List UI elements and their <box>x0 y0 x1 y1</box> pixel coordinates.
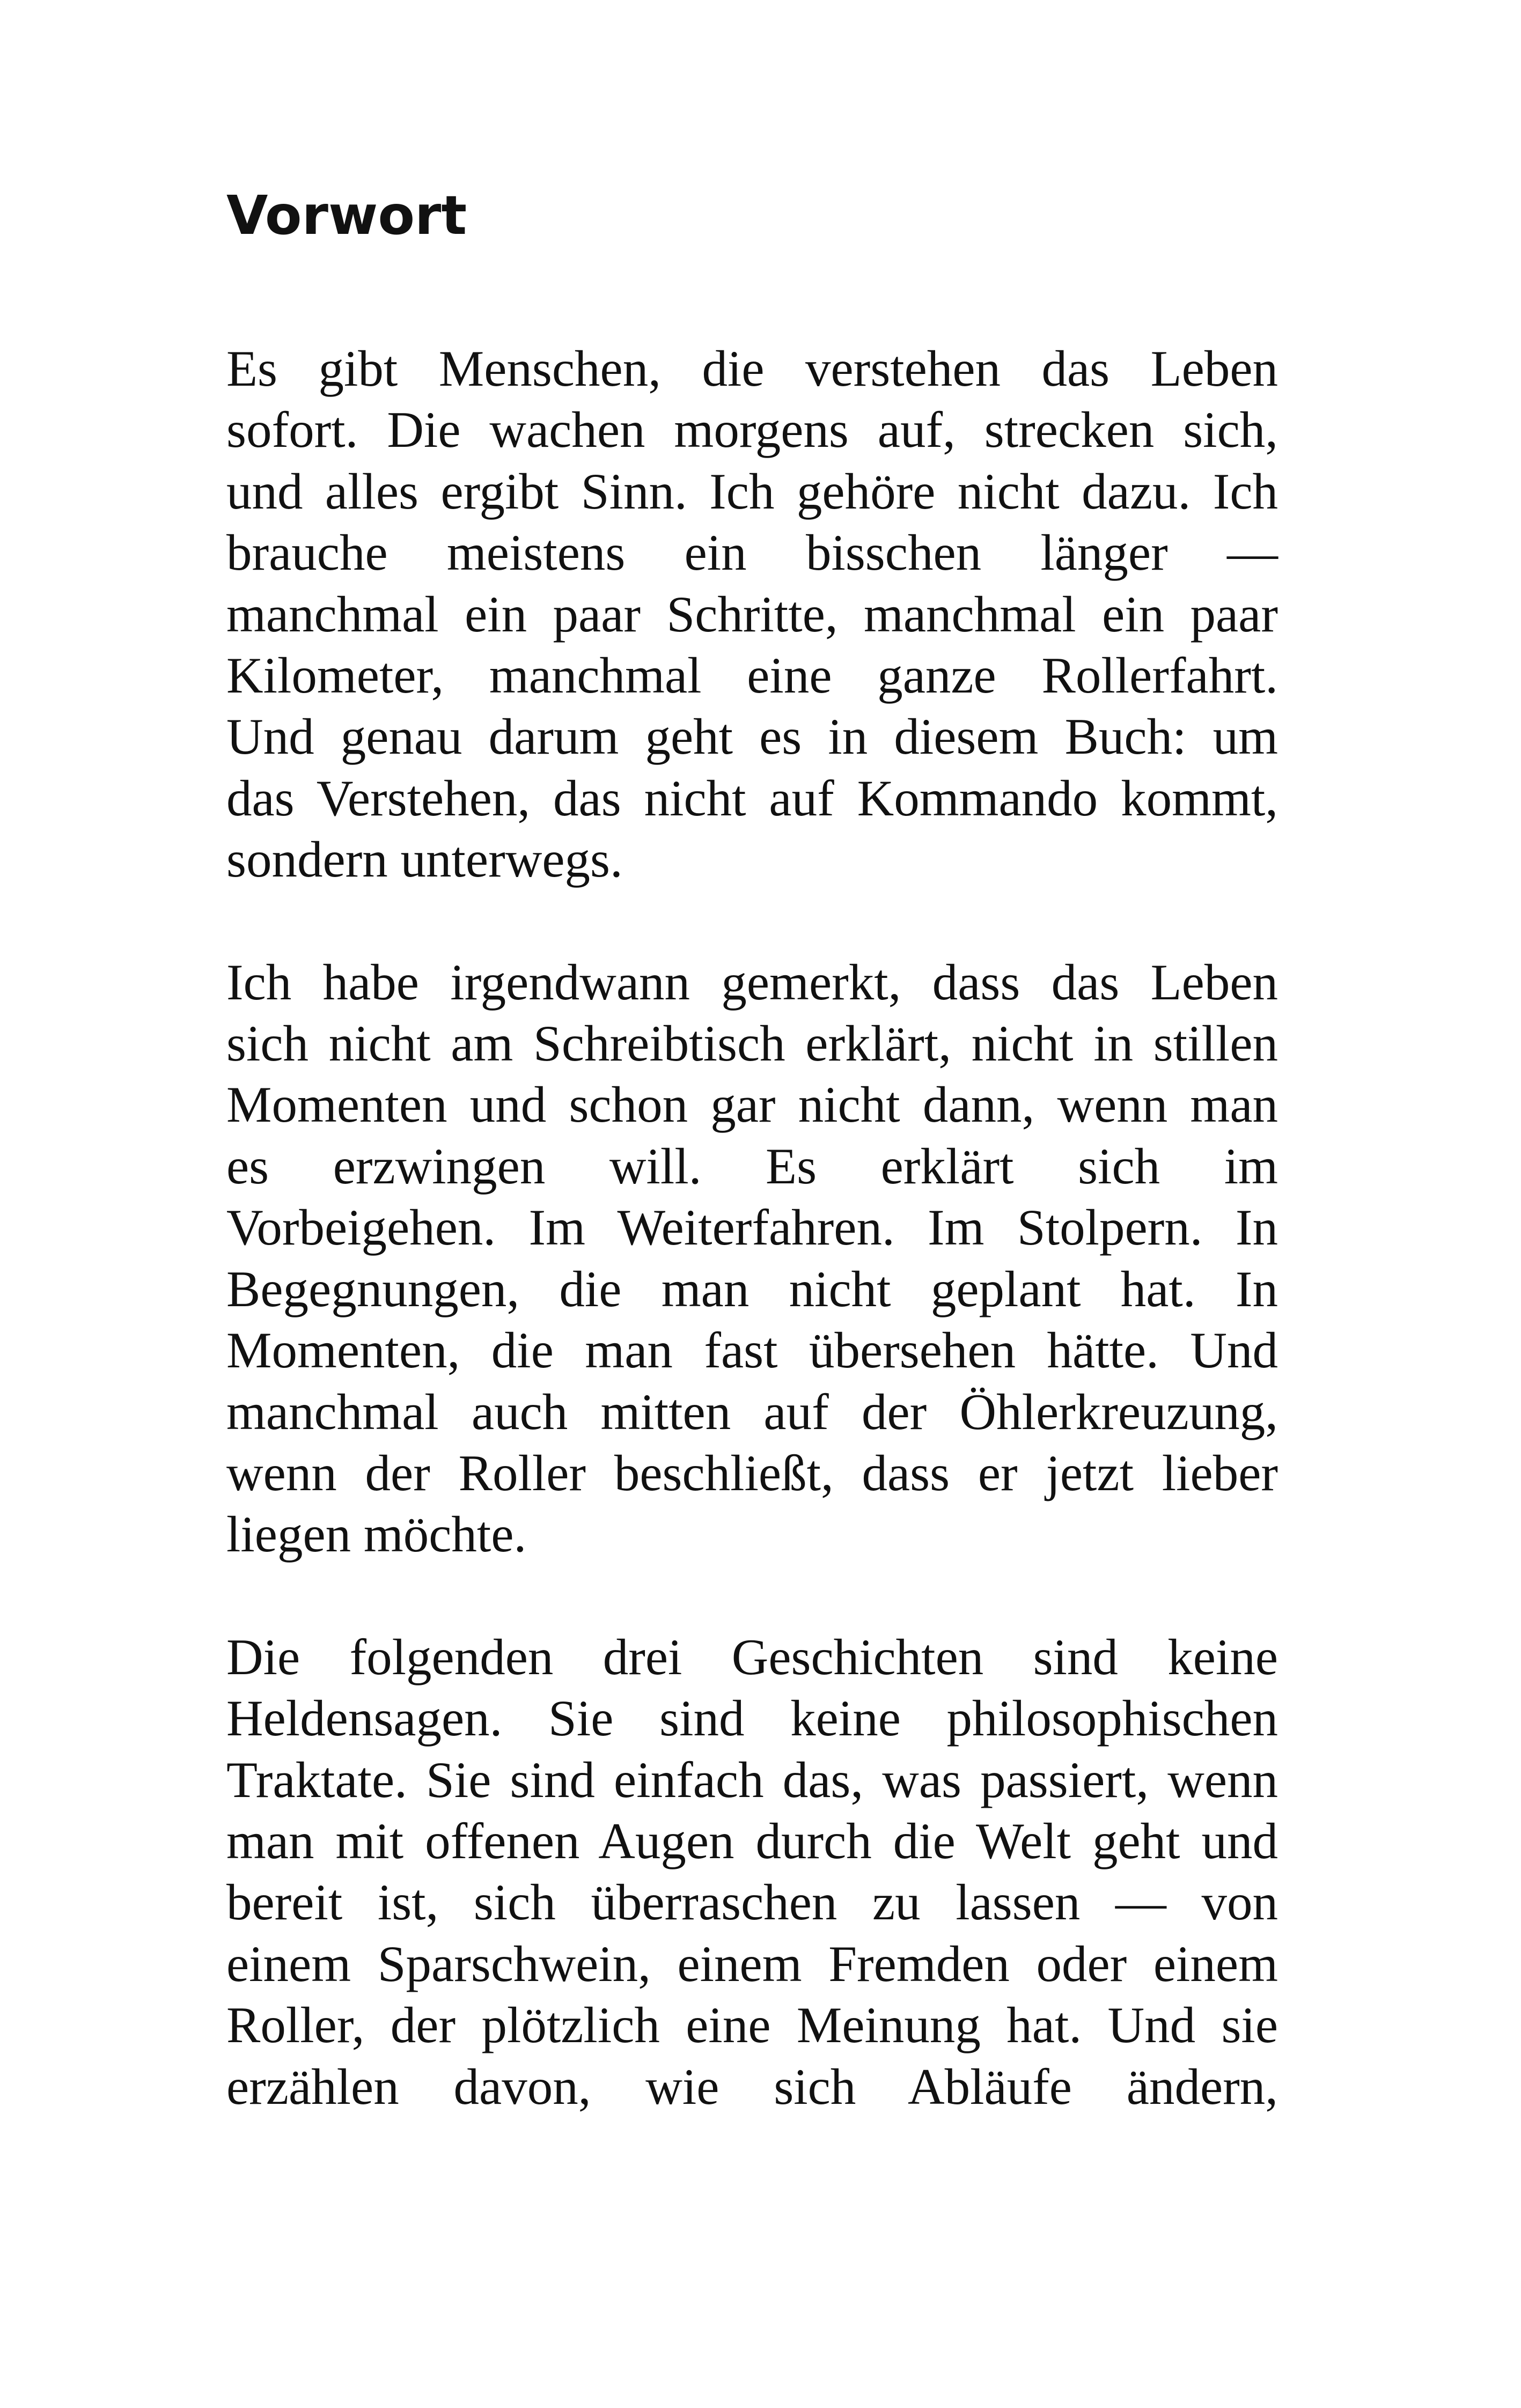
text-line: Es gibt Menschen, die verstehen das Leben <box>226 340 1278 397</box>
text-line: manchmal auch mitten auf der Öhlerkreuzung, <box>226 1383 1278 1440</box>
text-line: erzählen davon, wie sich Abläufe ändern, <box>226 2058 1278 2115</box>
paragraph-1 <box>226 338 1278 890</box>
text-line: Ich habe irgendwann gemerkt, dass das Leben <box>226 953 1278 1011</box>
text-line: Und genau darum geht es in diesem Buch: um <box>226 708 1278 765</box>
paragraph-3 <box>226 1626 1278 2117</box>
text-line: manchmal ein paar Schritte, manchmal ein paar <box>226 585 1278 643</box>
text-line: Heldensagen. Sie sind keine philosophischen <box>226 1690 1278 1747</box>
text-line: liegen möchte. <box>226 1506 527 1563</box>
text-line: Begegnungen, die man nicht geplant hat. In <box>226 1260 1278 1317</box>
text-line: Roller, der plötzlich eine Meinung hat. Und sie <box>226 1997 1278 2054</box>
chapter-heading: Vorwort <box>226 184 467 247</box>
text-line: und alles ergibt Sinn. Ich gehöre nicht dazu. Ich <box>226 462 1278 520</box>
text-line: brauche meistens ein bisschen länger — <box>226 524 1278 581</box>
text-line: Momenten und schon gar nicht dann, wenn man <box>226 1076 1278 1133</box>
text-line: Momenten, die man fast übersehen hätte. Und <box>226 1322 1278 1379</box>
text-line: Vorbeigehen. Im Weiterfahren. Im Stolpern. In <box>226 1199 1278 1256</box>
text-line: bereit ist, sich überraschen zu lassen — von <box>226 1874 1278 1931</box>
text-line: einem Sparschwein, einem Fremden oder einem <box>226 1935 1278 1992</box>
text-line: sofort. Die wachen morgens auf, strecken sich, <box>226 401 1278 459</box>
text-line: sondern unterwegs. <box>226 831 623 888</box>
paragraph-2 <box>226 952 1278 1565</box>
text-line: Traktate. Sie sind einfach das, was passiert, wenn <box>226 1751 1278 1808</box>
text-line: Kilometer, manchmal eine ganze Rollerfahrt. <box>226 647 1278 704</box>
text-line: es erzwingen will. Es erklärt sich im <box>226 1137 1278 1195</box>
text-line: Die folgenden drei Geschichten sind keine <box>226 1628 1278 1685</box>
body-text <box>226 338 1278 2178</box>
text-line: man mit offenen Augen durch die Welt geht und <box>226 1812 1278 1869</box>
text-line: sich nicht am Schreibtisch erklärt, nicht in stillen <box>226 1015 1278 1072</box>
text-line: das Verstehen, das nicht auf Kommando kommt, <box>226 769 1278 827</box>
text-line: wenn der Roller beschließt, dass er jetzt lieber <box>226 1444 1278 1501</box>
